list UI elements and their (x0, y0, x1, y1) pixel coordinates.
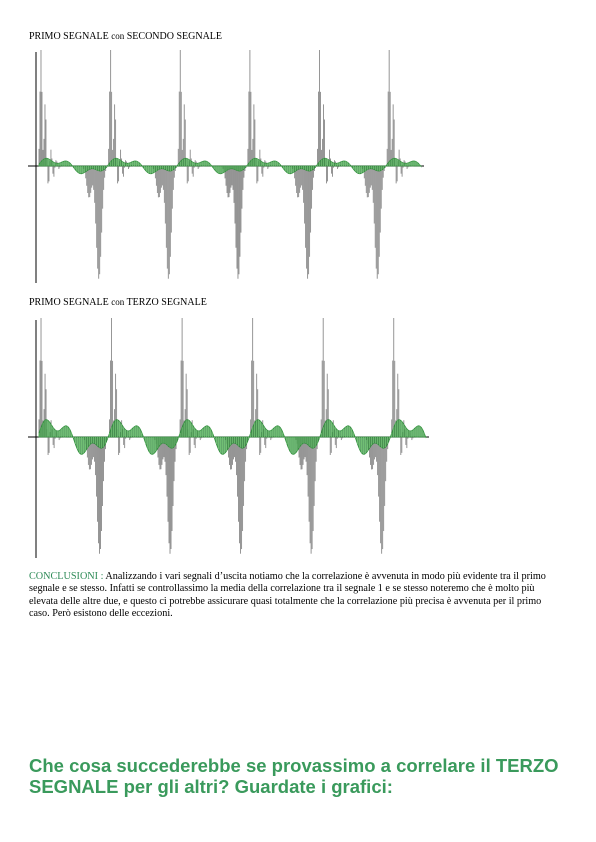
signal-series (39, 318, 426, 554)
title-tail: SECONDO SEGNALE (126, 31, 223, 42)
conclusion-paragraph (29, 571, 563, 620)
conclusion-label: CONCLUSIONI : (29, 571, 104, 582)
section-title-primo-secondo (29, 31, 222, 42)
section-title-primo-terzo (29, 297, 207, 308)
signal-series (39, 50, 421, 279)
correlation-plot-primo-secondo (28, 50, 428, 285)
conclusion-text: Analizzando i vari segnali d’uscita notiamo che la correlazione è avvenuta in modo più evidente tra il primo segnale e se stesso. Infatti se controllassimo la media della correlazione tra il segnale 1 e se stesso noteremo che è molto più elevata delle altre due, e questo ci potrebbe assicurare quasi totalmente che la correlazione più precisa è avvenuta per il primo caso. Però esistono delle eccezioni. (29, 571, 546, 619)
correlation-plot-primo-terzo (28, 318, 433, 560)
title-con: con (111, 297, 125, 307)
question-heading: Che cosa succederebbe se provassimo a correlare il TERZO SEGNALE per gli altri? Guardate i grafici: (29, 755, 559, 797)
title-main: PRIMO SEGNALE (29, 297, 109, 308)
title-con: con (111, 31, 125, 41)
title-main: PRIMO SEGNALE (29, 31, 109, 42)
title-tail: TERZO SEGNALE (126, 297, 207, 308)
